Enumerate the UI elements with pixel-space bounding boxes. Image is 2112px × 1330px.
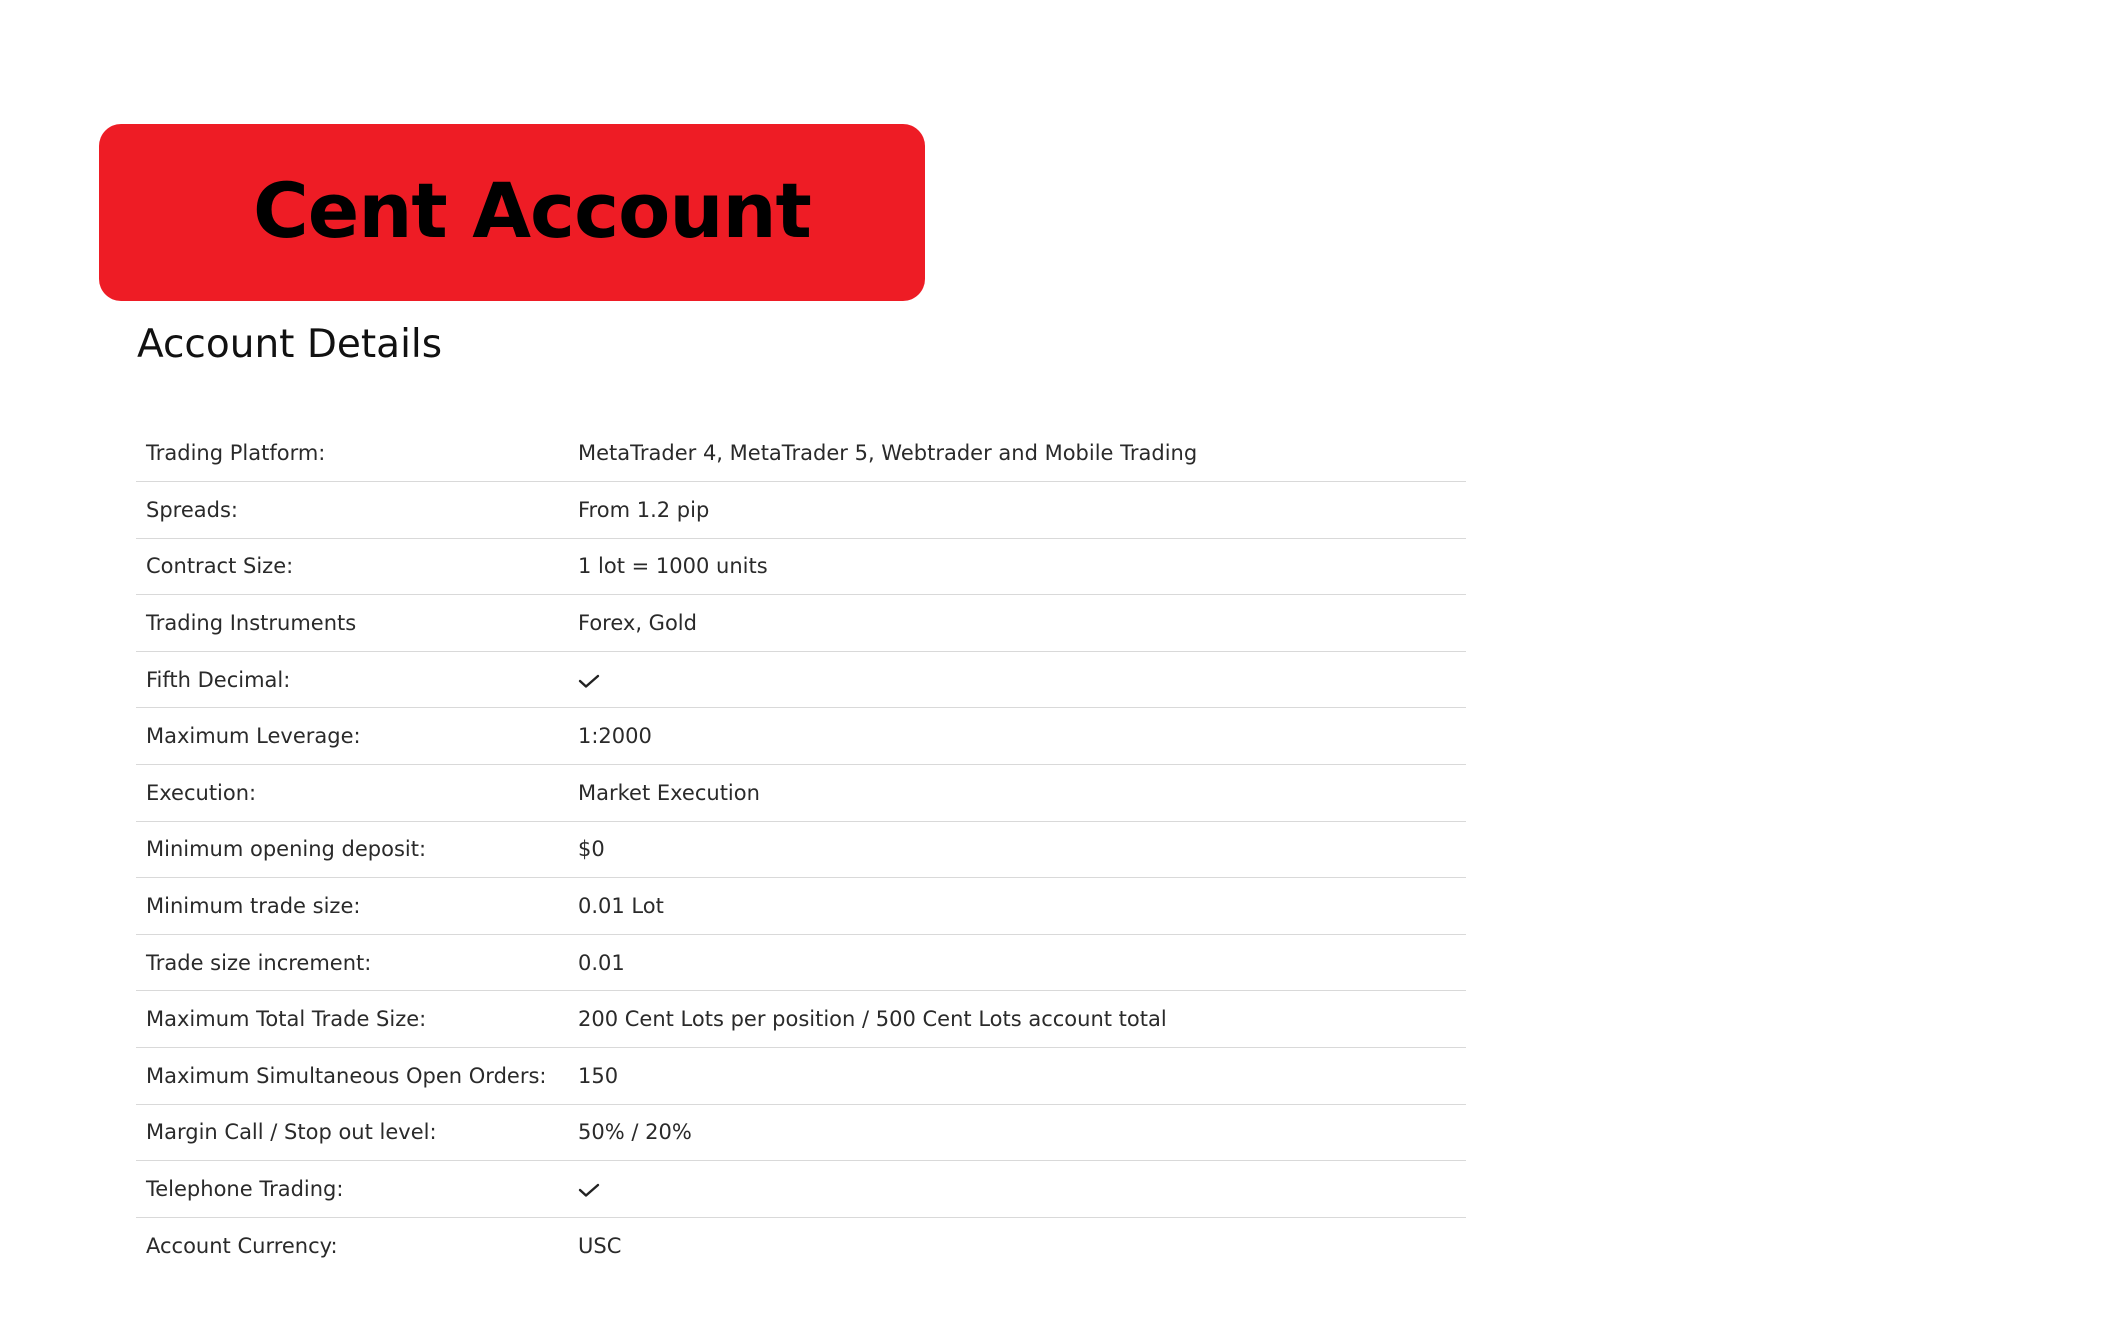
account-details-body (136, 425, 1466, 1274)
table-row (136, 651, 1466, 708)
row-label: Fifth Decimal: (136, 651, 568, 708)
row-value (568, 651, 1466, 708)
row-value: From 1.2 pip (568, 482, 1466, 539)
row-label: Contract Size: (136, 538, 568, 595)
row-label: Telephone Trading: (136, 1161, 568, 1218)
table-row (136, 1161, 1466, 1218)
row-label: Margin Call / Stop out level: (136, 1104, 568, 1161)
row-label: Maximum Leverage: (136, 708, 568, 765)
row-label: Maximum Total Trade Size: (136, 991, 568, 1048)
table-row (136, 878, 1466, 935)
table-row (136, 1104, 1466, 1161)
table-row (136, 482, 1466, 539)
account-type-banner (99, 124, 925, 301)
row-value: 1:2000 (568, 708, 1466, 765)
account-details-table (136, 425, 1466, 1274)
row-label: Maximum Simultaneous Open Orders: (136, 1048, 568, 1105)
row-value (568, 1161, 1466, 1218)
table-row (136, 538, 1466, 595)
row-value: Forex, Gold (568, 595, 1466, 652)
checkmark-icon (578, 673, 600, 689)
row-label: Minimum opening deposit: (136, 821, 568, 878)
table-row (136, 934, 1466, 991)
row-value: MetaTrader 4, MetaTrader 5, Webtrader and Mobile Trading (568, 425, 1466, 482)
table-row (136, 708, 1466, 765)
row-label: Trading Instruments (136, 595, 568, 652)
row-label: Trade size increment: (136, 934, 568, 991)
table-row (136, 765, 1466, 822)
row-value: 150 (568, 1048, 1466, 1105)
row-value: Market Execution (568, 765, 1466, 822)
row-label: Account Currency: (146, 1233, 338, 1258)
table-row (136, 425, 1466, 482)
table-row (136, 1217, 1466, 1274)
row-value: 200 Cent Lots per position / 500 Cent Lots account total (568, 991, 1466, 1048)
row-value: USC (578, 1233, 622, 1258)
row-label: Execution: (136, 765, 568, 822)
row-value: 1 lot = 1000 units (568, 538, 1466, 595)
table-row (136, 595, 1466, 652)
row-label: Trading Platform: (136, 425, 568, 482)
row-value: 0.01 Lot (568, 878, 1466, 935)
row-value: 50% / 20% (568, 1104, 1466, 1161)
table-row (136, 1048, 1466, 1105)
checkmark-icon (578, 1182, 600, 1198)
section-title: Account Details (137, 322, 443, 367)
row-value: 0.01 (568, 934, 1466, 991)
table-row (136, 821, 1466, 878)
table-row (136, 991, 1466, 1048)
account-type-title: Cent Account (253, 165, 811, 255)
row-label: Spreads: (136, 482, 568, 539)
row-value: $0 (568, 821, 1466, 878)
row-label: Minimum trade size: (136, 878, 568, 935)
